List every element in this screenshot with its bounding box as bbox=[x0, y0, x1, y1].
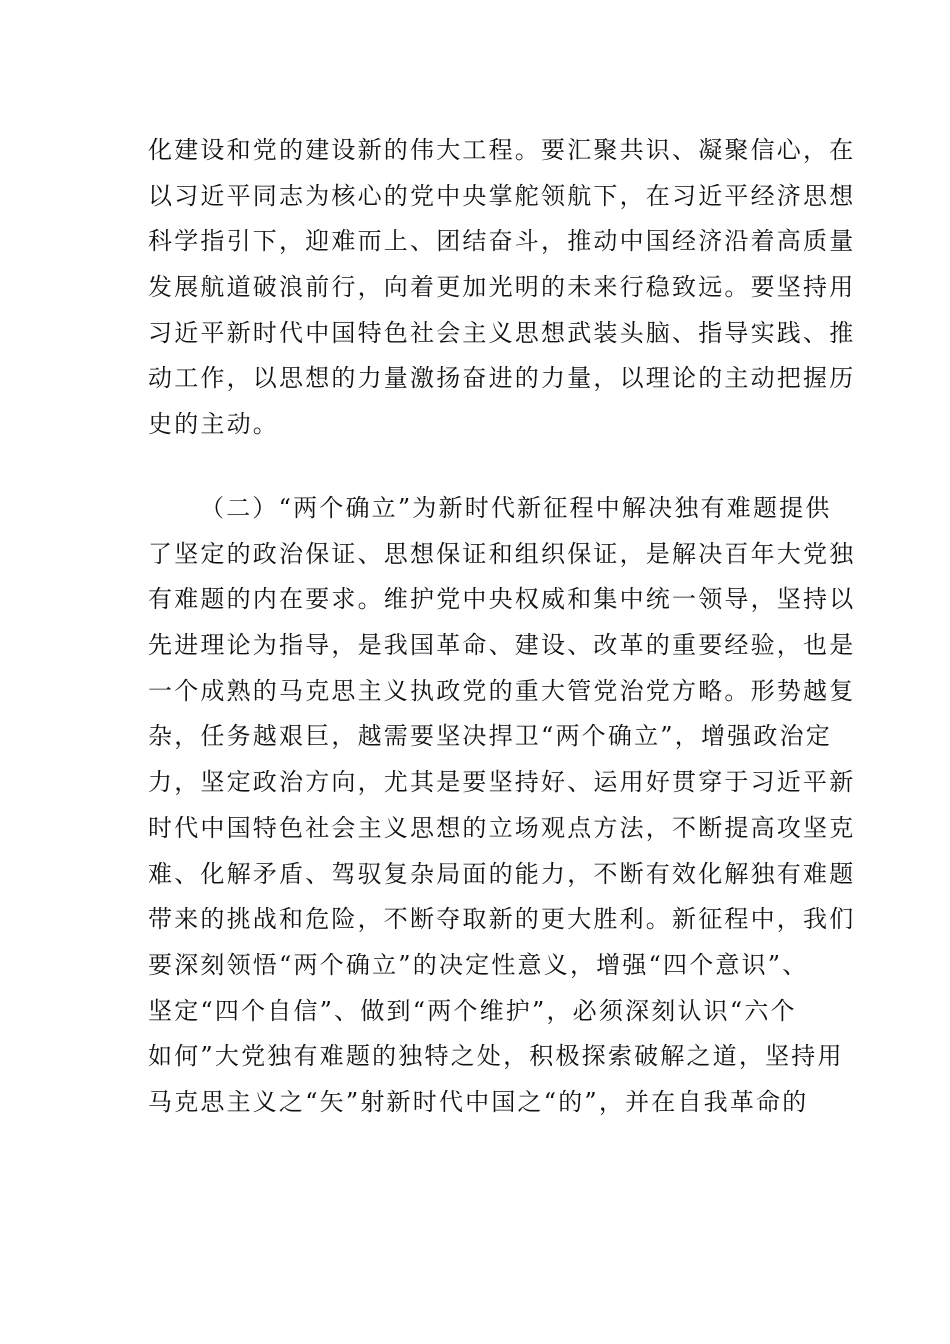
paragraph-line: 有难题的内在要求。维护党中央权威和集中统一领导，坚持以 bbox=[148, 585, 856, 614]
paragraph-line: 史的主动。 bbox=[148, 410, 279, 439]
paragraph-line: 发展航道破浪前行，向着更加光明的未来行稳致远。要坚持用 bbox=[148, 273, 856, 302]
paragraph-line: 习近平新时代中国特色社会主义思想武装头脑、指导实践、推 bbox=[148, 318, 856, 347]
paragraph-line: 如何”大党独有难题的独特之处，积极探索破解之道，坚持用 bbox=[148, 1042, 844, 1071]
paragraph-continuation bbox=[148, 128, 856, 448]
paragraph-line: 马克思主义之“矢”射新时代中国之“的”，并在自我革命的 bbox=[148, 1087, 809, 1116]
paragraph-line: 动工作，以思想的力量激扬奋进的力量，以理论的主动把握历 bbox=[148, 364, 856, 393]
paragraph-line: 带来的挑战和危险，不断夺取新的更大胜利。新征程中，我们 bbox=[148, 905, 856, 934]
paragraph-line: 以习近平同志为核心的党中央掌舵领航下，在习近平经济思想 bbox=[148, 181, 856, 210]
paragraph-line: 一个成熟的马克思主义执政党的重大管党治党方略。形势越复 bbox=[148, 676, 856, 705]
paragraph-line: 科学指引下，迎难而上、团结奋斗，推动中国经济沿着高质量 bbox=[148, 227, 856, 256]
paragraph-section-two bbox=[148, 486, 856, 1126]
paragraph-line: 了坚定的政治保证、思想保证和组织保证，是解决百年大党独 bbox=[148, 539, 856, 568]
paragraph-line: 难、化解矛盾、驾驭复杂局面的能力，不断有效化解独有难题 bbox=[148, 859, 856, 888]
paragraph-line: 先进理论为指导，是我国革命、建设、改革的重要经验，也是 bbox=[148, 631, 856, 660]
paragraph-line: 杂，任务越艰巨，越需要坚决捍卫“两个确立”，增强政治定 bbox=[148, 722, 832, 751]
paragraph-line: 要深刻领悟“两个确立”的决定性意义，增强“四个意识”、 bbox=[148, 950, 809, 979]
paragraph-line: 力，坚定政治方向，尤其是要坚持好、运用好贯穿于习近平新 bbox=[148, 768, 856, 797]
paragraph-line: （二）“两个确立”为新时代新征程中解决独有难题提供 bbox=[200, 494, 832, 522]
paragraph-line: 坚定“四个自信”、做到“两个维护”，必须深刻认识“六个 bbox=[148, 996, 797, 1025]
paragraph-line: 时代中国特色社会主义思想的立场观点方法，不断提高攻坚克 bbox=[148, 813, 856, 842]
paragraph-line: 化建设和党的建设新的伟大工程。要汇聚共识、凝聚信心，在 bbox=[148, 136, 856, 164]
